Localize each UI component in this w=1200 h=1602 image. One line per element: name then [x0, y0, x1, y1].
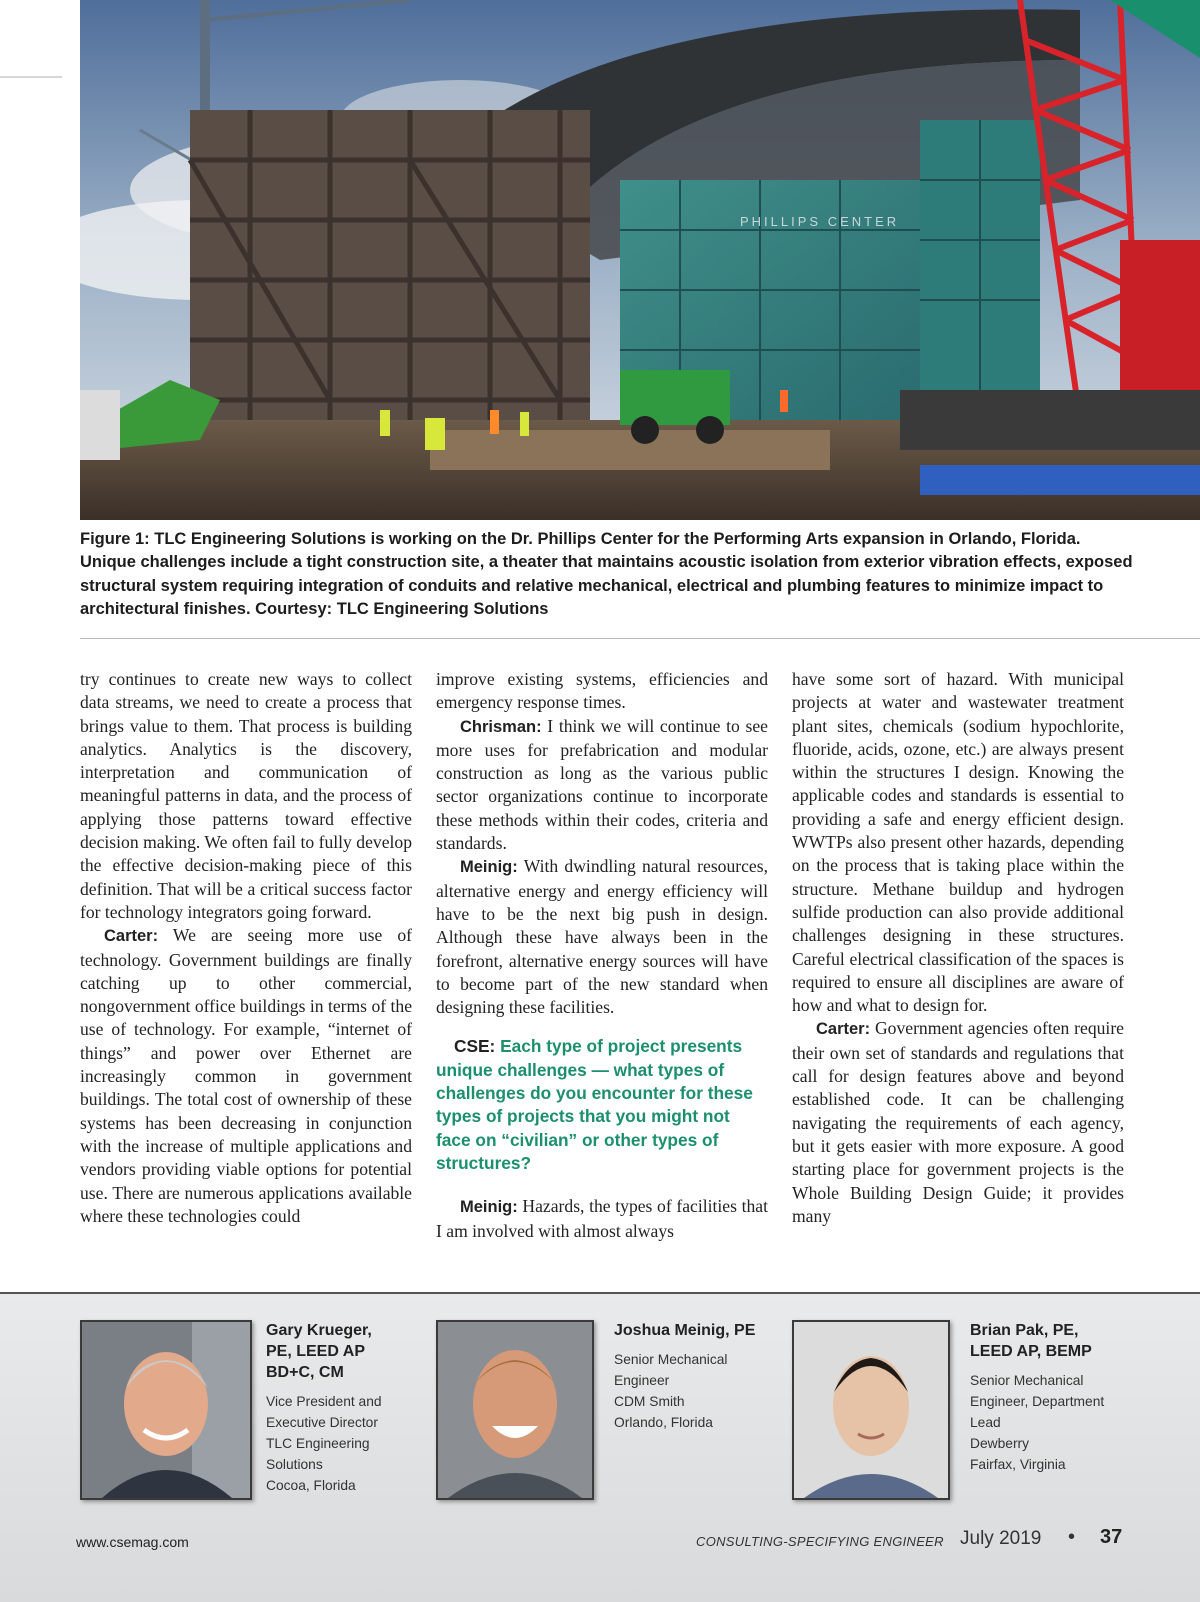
bio-title: Senior Mechanical: [970, 1373, 1084, 1388]
question-label: CSE:: [454, 1036, 496, 1057]
speaker-label: Chrisman:: [460, 717, 542, 736]
paragraph-text: Hazards, the types of facilities that I am involved with almost always: [436, 1196, 768, 1241]
bio-title: Senior Mechanical: [614, 1352, 728, 1367]
speaker-label: Carter:: [104, 927, 159, 946]
footer-issue-date: July 2019: [960, 1528, 1042, 1549]
building-sign: PHILLIPS CENTER: [740, 214, 900, 229]
paragraph: [436, 855, 768, 1019]
paragraph-text: Government agencies often require their own set of standards and regulations that call for design features above and beyond established code. It can be challenging navigating the requirements of each agency, but it gets easier with more exposure. A good starting place for government projects is the Whole Building Design Guide; it provides many: [792, 1018, 1124, 1226]
bio-company: Dewberry: [970, 1436, 1030, 1451]
question-text: Each type of project presents unique challenges — what types of challenges do you encounter for these types of projects that you might not face on “civilian” or other types of structures?: [436, 1036, 753, 1173]
left-margin-rule: [0, 76, 62, 78]
paragraph: [80, 924, 412, 1228]
paragraph-text: With dwindling natural resources, alternative energy and energy efficiency will have to be the next big push in design. Although these have always been in the forefront, alternative energy sources will have to become part of the new standard when designing these facilities.: [436, 856, 768, 1018]
paragraph: [792, 1017, 1124, 1228]
paragraph-text: We are seeing more use of technology. Government buildings are finally catching up to other commercial, nongovernment office buildings in terms of the use of technology. For example, “internet of things” and power over Ethernet are increasingly common in government buildings. The total cost of ownership of these systems has been decreasing in conjunction with the increase of multiple applications and vendors providing viable options for potential use. There are numerous applications available where these technologies could: [80, 925, 412, 1226]
bio-company: Solutions: [266, 1457, 323, 1472]
footer-website-link[interactable]: www.csemag.com: [76, 1534, 189, 1550]
paragraph: have some sort of hazard. With municipal projects at water and wastewater treatment plant sites, chemicals (sodium hypochlorite, fluoride, acids, ozone, etc.) are always present within the structures I design. Knowing the applicable codes and standards is essential to providing a safe and energy efficient design. WWTPs also present other hazards, depending on the process that is taking place within the structure. Methane buildup and hydrogen sulfide production can also provide additional challenges designing in these structures. Careful electrical classification of the spaces is required to ensure all disciplines are aware of how and what to design for.: [792, 669, 1124, 1016]
bio-title: Vice President and: [266, 1394, 382, 1409]
caption-divider: [80, 638, 1200, 639]
bio-name: Joshua Meinig, PE: [614, 1322, 756, 1339]
headshot-photo: [436, 1320, 594, 1500]
bio-name: Gary Krueger, PE, LEED AP BD+C, CM: [266, 1322, 372, 1381]
bio-title: Engineer: [614, 1373, 670, 1388]
bio-info: [614, 1320, 784, 1433]
headshot-photo: [80, 1320, 252, 1500]
paragraph: try continues to create new ways to collect data streams, we need to create a process that brings value to them. That process is building analytics. Analytics is the discovery, interpretation and communication of meaningful patterns in data, and the process of applying those patterns toward effective decision making. We often fail to fully develop the effective decision-making piece of this definition. That will be a critical success factor for technology integrators going forward.: [80, 669, 412, 922]
speaker-label: Meinig:: [460, 858, 518, 877]
speaker-label: Carter:: [816, 1020, 871, 1039]
bio-name: Brian Pak, PE, LEED AP, BEMP: [970, 1322, 1092, 1360]
paragraph: [436, 1195, 768, 1243]
paragraph: improve existing systems, efficiencies and emergency response times.: [436, 669, 768, 713]
article-column-3: [792, 668, 1124, 1228]
footer-magazine-name: CONSULTING-SPECIFYING ENGINEER: [696, 1534, 944, 1549]
contributor-bios: [0, 1292, 1200, 1602]
bio-company: TLC Engineering: [266, 1436, 370, 1451]
figure-caption: Figure 1: TLC Engineering Solutions is working on the Dr. Phillips Center for the Performing Arts expansion in Orlando, Florida. Unique challenges include a tight construction site, a theater that maintains acoustic isolation from exterior vibration effects, exposed structural system requiring integration of conduits and relative mechanical, electrical and plumbing features to minimize impact to architectural finishes. Courtesy: TLC Engineering Solutions: [80, 530, 1133, 619]
headshot-photo: [792, 1320, 950, 1500]
speaker-label: Meinig:: [460, 1198, 518, 1217]
footer-bullet: •: [1068, 1526, 1076, 1548]
bio-title: Engineer, Department: [970, 1394, 1105, 1409]
bio-company: CDM Smith: [614, 1394, 685, 1409]
construction-photo: [80, 0, 1200, 520]
bio-info: [970, 1320, 1140, 1475]
paragraph-text: I think we will continue to see more uses for prefabrication and modular construction as long as the various public sector organizations continue to incorporate these methods within their codes, criteria and standards.: [436, 715, 768, 854]
interview-question: [436, 1035, 768, 1175]
bio-title: Executive Director: [266, 1415, 378, 1430]
paragraph: [436, 715, 768, 856]
page-number: 37: [1100, 1526, 1123, 1548]
section-corner-tab: [1110, 0, 1200, 58]
bio-title: Lead: [970, 1415, 1001, 1430]
bio-location: Cocoa, Florida: [266, 1478, 356, 1493]
article-column-1: [80, 668, 412, 1228]
bio-info: [266, 1320, 416, 1496]
bio-location: Fairfax, Virginia: [970, 1457, 1066, 1472]
bio-location: Orlando, Florida: [614, 1415, 713, 1430]
article-column-2: [436, 668, 768, 1243]
